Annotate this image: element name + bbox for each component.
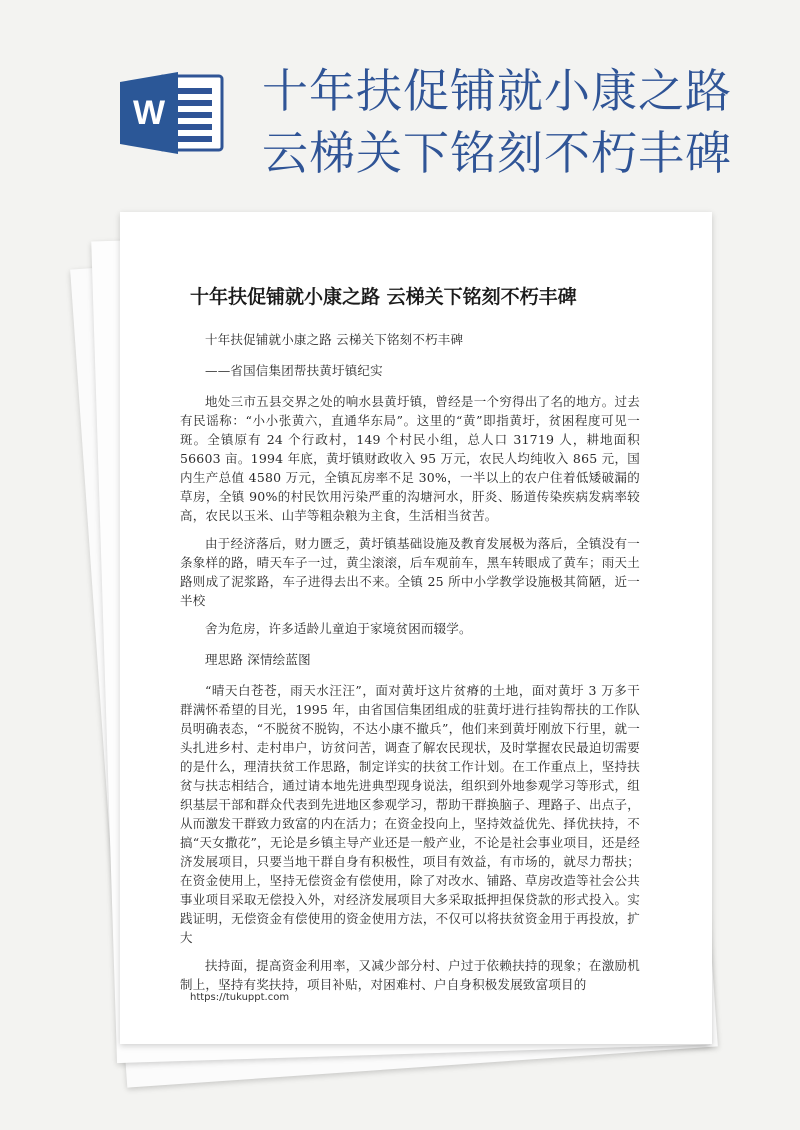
paragraph: 扶持面，提高资金利用率，又减少部分村、户过于依赖扶持的现象；在激励机制上，坚持有奖扶持，项目补贴，对困难村、户自身积极发展致富项目的 xyxy=(180,958,640,992)
paragraph: 由于经济落后，财力匮乏，黄圩镇基础设施及教育发展极为落后，全镇没有一条象样的路，晴天车子一过，黄尘滚滚，后车观前车，黑车转眼成了黄车；雨天土路则成了泥浆路，车子进得去出不来。全镇 25 所中小学教学设施极其简陋，近一半校 xyxy=(180,536,640,608)
banner-title xyxy=(262,60,782,184)
paragraph: 地处三市五县交界之处的响水县黄圩镇，曾经是一个穷得出了名的地方。过去有民谣称：“小小张黄六，直通华东局”。这里的“黄”即指黄圩，贫困程度可见一斑。全镇原有 24 个行政村，149 个村民小组，总人口 31719 人，耕地面积 56603 亩。1994 年底，黄圩镇财政收入 95 万元，农民人均纯收入 865 元，国内生产总值 4580 万元，全镇瓦房率不足 30%，一半以上的农户住着低矮破漏的草房，全镇 90%的村民饮用污染严重的沟塘河水，肝炎、肠道传染疾病发病率较高，农民以玉米、山芋等粗杂粮为主食，生活相当贫苦。 xyxy=(180,394,640,523)
document-heading: 十年扶促铺就小康之路 云梯关下铭刻不朽丰碑 xyxy=(190,286,577,308)
word-document-icon xyxy=(118,72,226,154)
document-page xyxy=(120,212,712,1044)
footer-url: https://tukuppt.com xyxy=(190,992,290,1003)
paragraph: “晴天白苍苍，雨天水汪汪”，面对黄圩这片贫瘠的土地，面对黄圩 3 万多干群满怀希望的目光，1995 年，由省国信集团组成的驻黄圩进行挂钩帮扶的工作队员明确表态，“不脱贫不脱钩，不达小康不撤兵”，他们来到黄圩刚放下行里，就一头扎进乡村、走村串户，访贫问苦，调查了解农民现状，及时掌握农民最迫切需要的是什么，理清扶贫工作思路，制定详实的扶贫工作计划。在工作重点上，坚持扶贫与扶志相结合，通过请本地先进典型现身说法，组织到外地参观学习等形式，组织基层干部和群众代表到先进地区参观学习，帮助干群换脑子、理路子、出点子，从而激发干群致力致富的内在活力；在资金投向上，坚持效益优先、择优扶持，不搞“天女撒花”，无论是乡镇主导产业还是一般产业，不论是社会事业项目，还是经济发展项目，只要当地干群自身有积极性，项目有效益，有市场的，就尽力帮扶；在资金使用上，坚持无偿资金有偿使用，除了对改水、铺路、草房改造等社会公共事业项目采取无偿投入外，对经济发展项目大多采取抵押担保贷款的形式投入。实践证明，无偿资金有偿使用的资金使用方法，不仅可以将扶贫资金用于再投放，扩大 xyxy=(180,683,640,945)
section-heading: 理思路 深情绘蓝图 xyxy=(205,652,311,667)
banner-title-line-1: 十年扶促铺就小康之路 xyxy=(262,64,732,118)
paragraph: 舍为危房，许多适龄儿童迫于家境贫困而辍学。 xyxy=(205,621,472,636)
logo-letter: W xyxy=(132,94,166,132)
paragraph-subtitle: ——省国信集团帮扶黄圩镇纪实 xyxy=(205,363,383,378)
banner-title-line-2: 云梯关下铭刻不朽丰碑 xyxy=(262,126,732,180)
paragraph-title: 十年扶促铺就小康之路 云梯关下铭刻不朽丰碑 xyxy=(205,332,464,347)
document-body xyxy=(180,330,640,1003)
